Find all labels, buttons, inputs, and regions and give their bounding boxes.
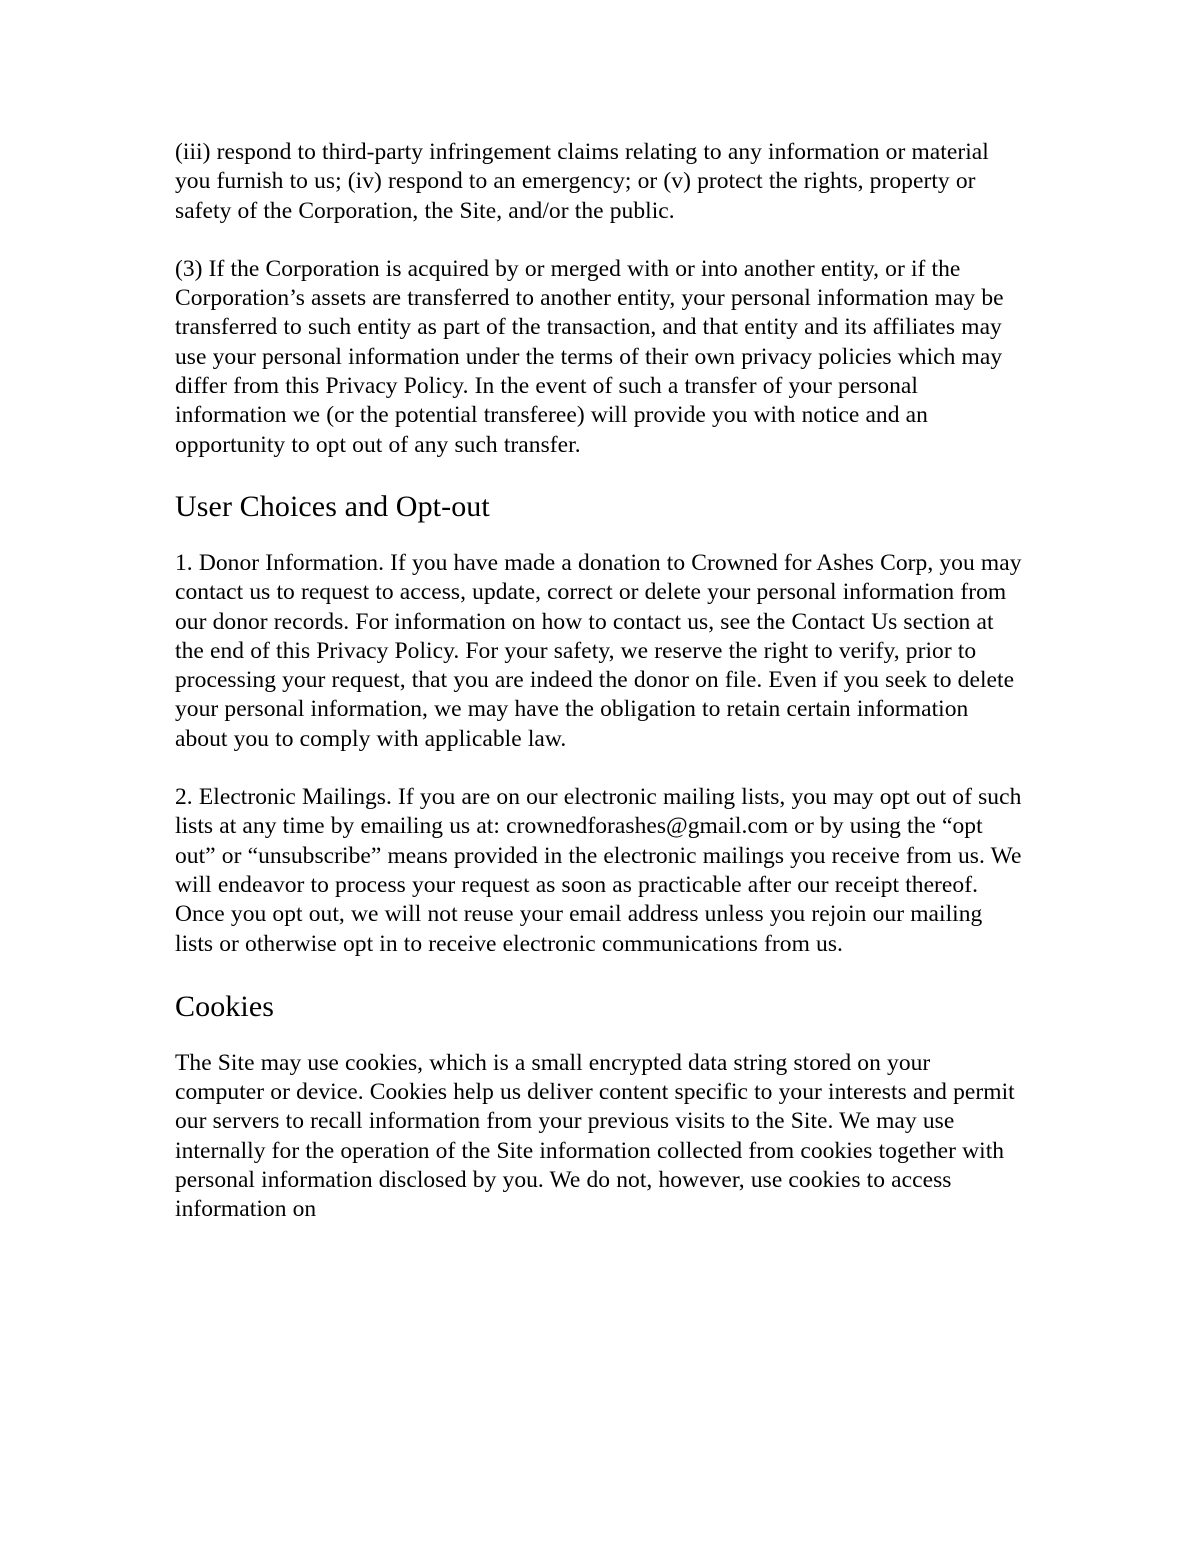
heading-cookies: Cookies bbox=[175, 989, 275, 1023]
paragraph-iii-disclosure: (iii) respond to third-party infringement claims relating to any information or material you furnish to us; (iv) respond to an emergency; or (v) protect the rights, property or safety of the Corporation, the Site, and/or the public. bbox=[175, 139, 989, 224]
paragraph-3-acquisition: (3) If the Corporation is acquired by or merged with or into another entity, or if the Corporation’s assets are transferred to another entity, your personal information may be transferred to such entity as part of the transaction, and that entity and its affiliates may use your personal information under the terms of their own privacy policies which may differ from this Privacy Policy. In the event of such a transfer of your personal information we (or the potential transferee) will provide you with notice and an opportunity to opt out of any such transfer. bbox=[175, 255, 1004, 458]
paragraph-1-donor-information: 1. Donor Information. If you have made a donation to Crowned for Ashes Corp, you may contact us to request to access, update, correct or delete your personal information from our donor records. For information on how to contact us, see the Contact Us section at the end of this Privacy Policy. For your safety, we reserve the right to verify, prior to processing your request, that you are indeed the donor on file. Even if you seek to delete your personal information, we may have the obligation to retain certain information about you to comply with applicable law. bbox=[175, 549, 1022, 752]
paragraph-2-electronic-mailings: 2. Electronic Mailings. If you are on our electronic mailing lists, you may opt out of such lists at any time by emailing us at: crownedforashes@gmail.com or by using the “opt out” or “unsubscribe” means provided in the electronic mailings you receive from us. We will endeavor to process your request as soon as practicable after our receipt thereof. Once you opt out, we will not reuse your email address unless you rejoin our mailing lists or otherwise opt in to receive electronic communications from us. bbox=[175, 784, 1022, 957]
heading-user-choices-and-opt-out: User Choices and Opt-out bbox=[175, 489, 490, 523]
paragraph-cookies-description: The Site may use cookies, which is a small encrypted data string stored on your computer or device. Cookies help us deliver content specific to your interests and permit our servers to recall information from your previous visits to the Site. We may use internally for the operation of the Site information collected from cookies together with personal information disclosed by you. We do not, however, use cookies to access information on bbox=[175, 1049, 1015, 1223]
document-body bbox=[175, 138, 1025, 1225]
